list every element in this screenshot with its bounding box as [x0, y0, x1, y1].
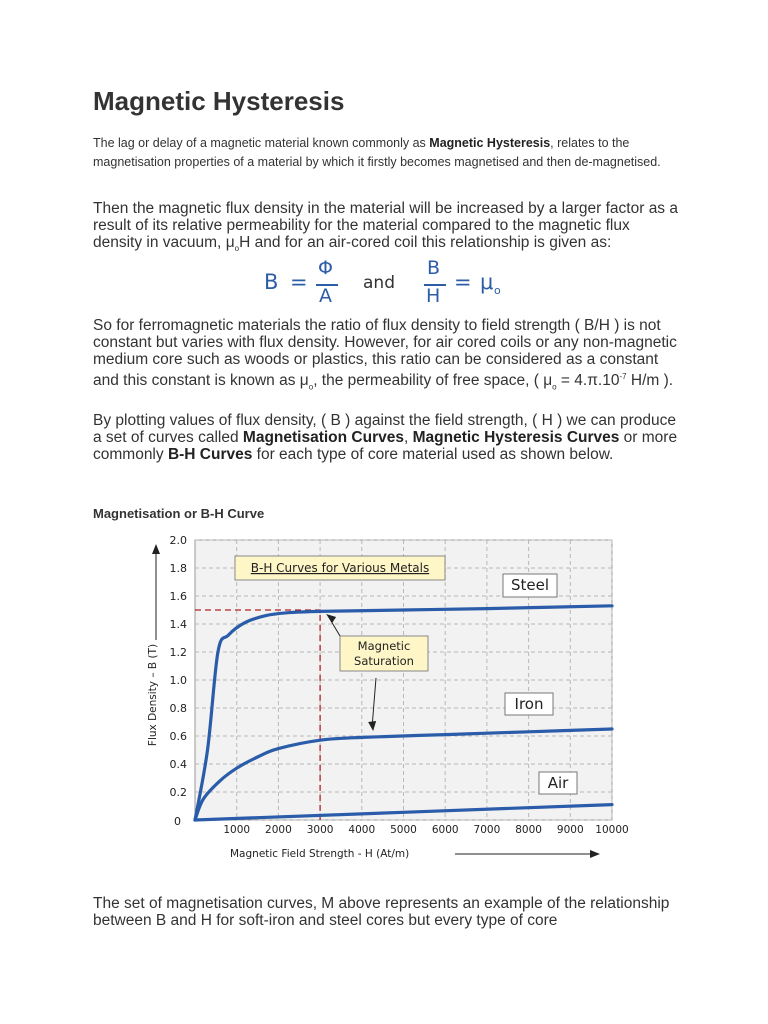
- eq-equals-1: =: [290, 270, 308, 294]
- term-magnetic-hysteresis: Magnetic Hysteresis: [429, 136, 551, 150]
- term-hysteresis-curves: Magnetic Hysteresis Curves: [412, 429, 620, 446]
- eq-denominator-h: H: [426, 285, 441, 307]
- eq-mu: μ: [480, 270, 494, 294]
- x-tick-label: 4000: [348, 824, 376, 836]
- flux-density-paragraph: Then the magnetic flux density in the material will be increased by a larger factor as a result of its relative permeability for the material compared to the magnetic flux density in vacuum, $\mu_oH$ and for an air-cored coil this relationship is given as:: [93, 200, 678, 254]
- x-tick-label: 9000: [556, 824, 584, 836]
- series-label-air: Air: [547, 774, 569, 792]
- x-axis-label: Magnetic Field Strength - H (At/m): [230, 848, 410, 860]
- closing-paragraph: The set of magnetisation curves, M above represents an example of the relationship between B and H for soft-iron and steel cores but every type of core: [93, 895, 670, 929]
- eq-numerator-b: B: [427, 257, 441, 279]
- term-bh-curves: B-H Curves: [167, 446, 253, 463]
- y-tick-label: 0.8: [169, 702, 187, 715]
- intro-paragraph: The lag or delay of a magnetic material known commonly as Magnetic Hysteresis, relates to the magnetisation properties of a material by which it firstly becomes magnetised and then de-magnetised.: [93, 136, 661, 169]
- permeability-equation: [262, 256, 522, 312]
- figure-caption: Magnetisation or B-H Curve: [93, 506, 265, 521]
- x-tick-label: 1000: [223, 824, 251, 836]
- origin-tick-label: 0: [174, 815, 181, 828]
- y-axis-label: Flux Density – B (T): [147, 643, 159, 747]
- series-label-iron: Iron: [514, 695, 544, 713]
- eq-b: B: [264, 270, 279, 294]
- chart-title: B-H Curves for Various Metals: [250, 561, 430, 575]
- y-tick-label: 0.4: [169, 758, 187, 771]
- x-tick-label: 10000: [595, 824, 629, 836]
- ferromagnetic-paragraph: So for ferromagnetic materials the ratio of flux density to field strength ( B/H ) is not constant but varies with flux density. However, for air cored coils or any non-magnetic medium core such as woods or plastics, this ratio can be considered as a constant and this constant is known as $\mu_o$, the permeability of free space, ( $\mu_o = 4.\pi.10^{-7}$ H/m ).: [93, 317, 677, 392]
- term-magnetisation-curves: Magnetisation Curves: [242, 429, 404, 446]
- y-tick-label: 0.6: [169, 730, 187, 743]
- series-label-steel: Steel: [510, 576, 550, 594]
- bh-curve-chart: [140, 530, 640, 865]
- x-tick-label: 5000: [390, 824, 417, 836]
- x-tick-label: 2000: [265, 824, 292, 836]
- y-tick-label: 0.2: [169, 786, 187, 799]
- eq-a: A: [319, 285, 332, 307]
- bh-curves-paragraph: By plotting values of flux density, ( B ) against the field strength, ( H ) we can produce a set of curves called Magnetisation Curves, Magnetic Hysteresis Curves or more commonly B-H Curves for each type of core material used as shown below.: [93, 412, 678, 463]
- y-tick-label: 1.2: [169, 646, 187, 659]
- eq-equals-2: =: [454, 270, 472, 294]
- page-title: Magnetic Hysteresis: [93, 86, 345, 116]
- x-tick-label: 7000: [473, 824, 501, 836]
- eq-and: and: [363, 273, 395, 293]
- eq-mu-sub: o: [494, 284, 501, 297]
- saturation-label-line1: Magnetic: [357, 639, 411, 653]
- x-tick-label: 8000: [515, 824, 542, 836]
- y-tick-label: 1.8: [169, 562, 187, 575]
- y-tick-label: 1.0: [169, 674, 187, 687]
- saturation-label-line2: Saturation: [354, 654, 414, 668]
- x-tick-label: 6000: [431, 824, 459, 836]
- y-tick-label: 1.6: [169, 590, 187, 603]
- y-axis-arrowhead: [152, 544, 160, 554]
- y-tick-label: 1.4: [169, 618, 187, 631]
- y-tick-label: 2.0: [169, 534, 187, 547]
- x-axis-arrowhead: [590, 850, 600, 858]
- x-tick-label: 3000: [306, 824, 334, 836]
- eq-phi: Φ: [318, 257, 333, 279]
